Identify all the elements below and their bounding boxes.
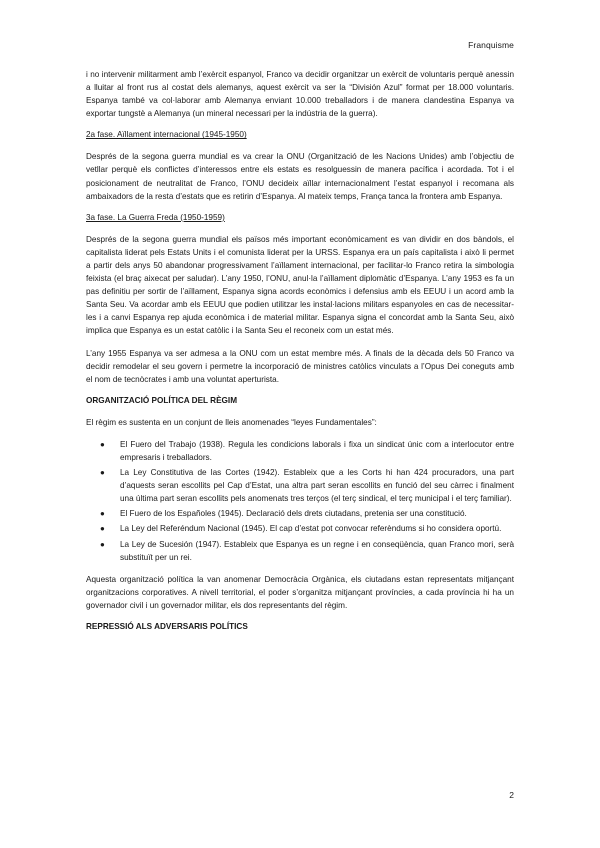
section-heading-fase-2: 2a fase. Aïllament internacional (1945-1950) (86, 130, 247, 140)
running-header: Franquisme (468, 40, 514, 50)
list-item (86, 522, 514, 535)
list-item (86, 438, 514, 464)
bullet-icon: ● (100, 468, 105, 478)
paragraph-democracia-organica: Aquesta organització política la van anomenar Democràcia Orgànica, els ciutadans estan representats mitjançant organitzacions corporatives. A nivell territorial, el poder s’organitza mitjançant províncies, a cada província hi ha un governador civil i un governador militar, els dos representants del règim. (86, 574, 514, 610)
page-number: 2 (509, 790, 514, 800)
list-item (86, 538, 514, 564)
paragraph-guerra-freda: Després de la segona guerra mundial els països més important econòmicament es van dividir en dos bàndols, el capitalista liderat pels Estats Units i el comunista liderat per la URSS. Espanya era un país capitalista i això li permet a partir dels anys 50 abandonar progressivament l’aïllament internacional, per facilitar-lo Franco retira la simbologia feixista (el braç aixecat per saludar). L’any 1950, l’ONU, anul·la l’aïllament diplomàtic d’Espanya. L’any 1953 es fa un pas definitiu per sortir de l’aïllament, Espanya signa acords econòmics i defensius amb els EEUU i un acord amb la Santa Seu. Va acordar amb els EEUU que podien utilitzar les instal·lacions militars espanyoles en cas de necessitar-les i a canvi Espanya rep ajuda econòmica i de material militar. Espanya signa el concordat amb la Santa Seu, això implica que Espanya es un estat catòlic i la Santa Seu el reconeix com un estat més. (86, 234, 514, 336)
list-item (86, 507, 514, 520)
list-item-text: La Ley del Referéndum Nacional (1945). El cap d’estat pot convocar referèndums si ho considera oportú. (120, 524, 502, 534)
list-item-text: El Fuero de los Españoles (1945). Declaració dels drets ciutadans, pretenia ser una constitució. (120, 509, 467, 519)
paragraph-onu-1955: L’any 1955 Espanya va ser admesa a la ONU com un estat membre més. A finals de la dècada dels 50 Franco va decidir remodelar el seu govern i permetre la incorporació de ministres catòlics vinculats a l’Opus Dei coneguts amb el nom de tecnòcrates i amb una voluntat aperturista. (86, 348, 514, 384)
paragraph-division-azul: i no intervenir militarment amb l’exèrcit espanyol, Franco va decidir organitzar un exèrcit de voluntaris perquè anessin a lluitar al front rus al costat dels alemanys, aquest exèrcit va ser la “División Azul” format per 18.000 voluntaris. Espanya també va col·laborar amb Alemanya enviant 10.000 treballadors i de manera clandestina Espanya va exportar tungstè a Alemanya (un mineral necessari per la indústria de la guerra). (86, 70, 514, 119)
list-item-text: El Fuero del Trabajo (1938). Regula les condicions laborals i fixa un sindicat únic com a interlocutor entre empresaris i treballadors. (120, 439, 514, 462)
bullet-icon: ● (100, 439, 105, 449)
bullet-icon: ● (100, 509, 105, 519)
paragraph-aillament: Després de la segona guerra mundial es va crear la ONU (Organització de les Nacions Unides) amb l’objectiu de vetllar perquè els conflictes d’interessos entre els estats es resolguessin de manera pacífica i acordada. Tot i el posicionament de neutralitat de Franco, l’ONU decideix aïllar internacionalment l’estat espanyol i recomana als ambaixadors de la resta d’estats que es retirin d’Espanya. Al mateix temps, França tanca la frontera amb Espanya. (86, 152, 514, 201)
section-heading-organitzacio: ORGANITZACIÓ POLÍTICA DEL RÈGIM (86, 395, 238, 405)
bullet-icon: ● (100, 539, 105, 549)
bullet-icon: ● (100, 524, 105, 534)
laws-list (86, 438, 514, 564)
list-item-text: La Ley de Sucesión (1947). Estableix que Espanya es un regne i en conseqüència, quan Franco mori, serà substituït per un rei. (120, 539, 514, 562)
list-item-text: La Ley Constitutiva de las Cortes (1942). Estableix que a les Corts hi han 424 procuradors, una part d’aquests seran escollits pel Cap d’Estat, una altra part seran escollits en funció del seu càrrec i finalment una última part seran escollits pels anomenats tres terços (el terç sindical, el terç municipal i el terç familiar). (120, 468, 514, 504)
paragraph-leyes-intro: El règim es sustenta en un conjunt de lleis anomenades “leyes Fundamentales”: (86, 417, 377, 427)
section-heading-repressio: REPRESSIÓ ALS ADVERSARIS POLÍTICS (86, 622, 248, 631)
list-item (86, 466, 514, 505)
document-body (86, 68, 514, 642)
section-heading-fase-3: 3a fase. La Guerra Freda (1950-1959) (86, 212, 225, 222)
